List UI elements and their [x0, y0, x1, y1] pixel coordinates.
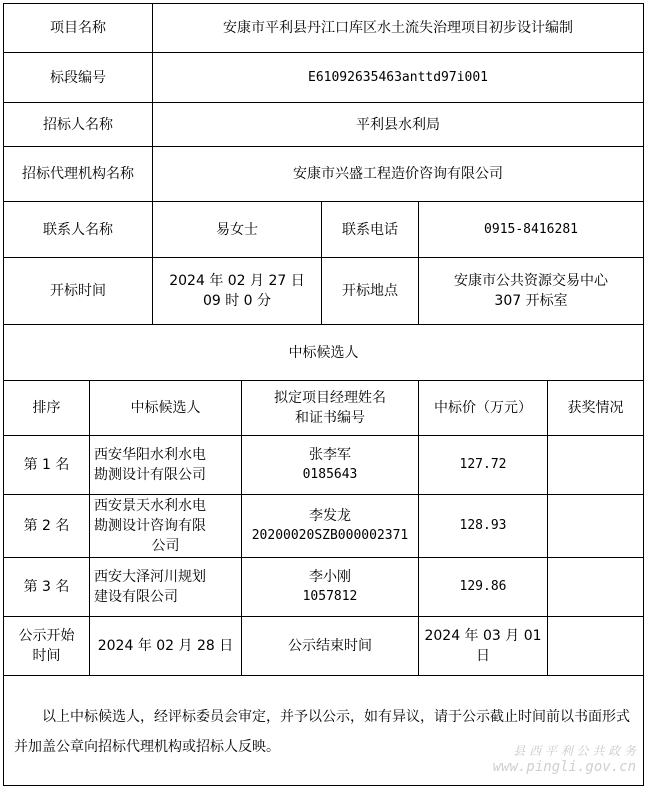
manager-cert: 0185643 — [302, 467, 358, 482]
candidate-awards — [548, 436, 644, 495]
tenderer-value: 平利县水利局 — [153, 103, 644, 147]
header-manager-line2: 和证书编号 — [295, 410, 365, 426]
publicity-empty-cell — [548, 617, 644, 676]
open-time-date: 2024 年 02 月 27 日 — [169, 273, 305, 289]
agency-label: 招标代理机构名称 — [4, 147, 153, 202]
candidate-rank: 第 3 名 — [4, 558, 90, 617]
contact-value: 易女士 — [153, 202, 322, 258]
candidate-company-line: 建设有限公司 — [94, 589, 178, 605]
row-publicity — [4, 617, 644, 676]
header-price: 中标价（万元） — [419, 381, 548, 436]
bid-result-table — [3, 3, 644, 786]
open-place-line1: 安康市公共资源交易中心 — [454, 273, 609, 289]
open-place-label: 开标地点 — [322, 258, 419, 325]
section-no-label: 标段编号 — [4, 53, 153, 103]
section-no-value: E61092635463anttd97i001 — [153, 53, 644, 103]
candidate-company — [90, 558, 242, 617]
phone-value: 0915-8416281 — [419, 202, 644, 258]
header-manager — [242, 381, 419, 436]
candidates-section-title: 中标候选人 — [4, 325, 644, 381]
manager-name: 李小刚 — [309, 569, 351, 585]
candidate-price: 129.86 — [419, 558, 548, 617]
open-place-line2: 307 开标室 — [494, 293, 568, 309]
candidate-price: 127.72 — [419, 436, 548, 495]
row-candidates-header — [4, 381, 644, 436]
row-agency — [4, 147, 644, 202]
header-rank: 排序 — [4, 381, 90, 436]
candidate-company-line: 西安华阳水利水电 — [94, 447, 206, 463]
project-name-label: 项目名称 — [4, 4, 153, 53]
candidate-company-line: 勘测设计咨询有限 — [94, 518, 206, 534]
publicity-end-value: 2024 年 03 月 01 日 — [419, 617, 548, 676]
watermark-title: 县 西 平 利 公 共 政 务 — [513, 744, 636, 758]
header-awards: 获奖情况 — [548, 381, 644, 436]
tenderer-label: 招标人名称 — [4, 103, 153, 147]
candidate-awards — [548, 558, 644, 617]
table-row — [4, 558, 644, 617]
open-time-label: 开标时间 — [4, 258, 153, 325]
site-watermark — [493, 743, 636, 775]
candidate-company — [90, 495, 242, 558]
header-candidate: 中标候选人 — [90, 381, 242, 436]
candidate-price: 128.93 — [419, 495, 548, 558]
candidate-manager — [242, 436, 419, 495]
agency-value: 安康市兴盛工程造价咨询有限公司 — [153, 147, 644, 202]
publicity-end-label: 公示结束时间 — [242, 617, 419, 676]
manager-name: 张李军 — [309, 447, 351, 463]
candidate-company — [90, 436, 242, 495]
row-section-no — [4, 53, 644, 103]
row-tenderer — [4, 103, 644, 147]
manager-cert: 20200020SZB000002371 — [251, 528, 409, 543]
candidate-company-line: 公司 — [151, 538, 180, 554]
row-opening — [4, 258, 644, 325]
notice-text: 以上中标候选人，经评标委员会审定，并予以公示，如有异议，请于公示截止时间前以书面形式并加盖公章向招标代理机构或招标人反映。 — [4, 676, 644, 786]
candidate-rank: 第 1 名 — [4, 436, 90, 495]
candidate-company-line: 勘测设计有限公司 — [94, 467, 206, 483]
manager-cert: 1057812 — [302, 589, 358, 604]
manager-name: 李发龙 — [309, 508, 351, 524]
watermark-url: www.pingli.gov.cn — [492, 759, 636, 775]
candidate-awards — [548, 495, 644, 558]
project-name-value: 安康市平利县丹江口库区水土流失治理项目初步设计编制 — [153, 4, 644, 53]
row-candidates-title — [4, 325, 644, 381]
publicity-start-label-line: 公示开始 — [18, 628, 75, 644]
contact-label: 联系人名称 — [4, 202, 153, 258]
open-time-hour: 09 时 0 分 — [202, 293, 272, 309]
open-place-value — [419, 258, 644, 325]
candidate-manager — [242, 495, 419, 558]
phone-label: 联系电话 — [322, 202, 419, 258]
header-manager-line1: 拟定项目经理姓名 — [274, 390, 386, 406]
row-contact — [4, 202, 644, 258]
candidate-manager — [242, 558, 419, 617]
row-project-name — [4, 4, 644, 53]
open-time-value — [153, 258, 322, 325]
candidate-company-line: 西安大泽河川规划 — [94, 569, 206, 585]
publicity-start-value: 2024 年 02 月 28 日 — [90, 617, 242, 676]
publicity-start-label-line: 时间 — [32, 648, 61, 664]
table-row — [4, 436, 644, 495]
candidate-company-line: 西安景天水利水电 — [94, 498, 206, 514]
table-row — [4, 495, 644, 558]
candidate-rank: 第 2 名 — [4, 495, 90, 558]
publicity-start-label — [4, 617, 90, 676]
